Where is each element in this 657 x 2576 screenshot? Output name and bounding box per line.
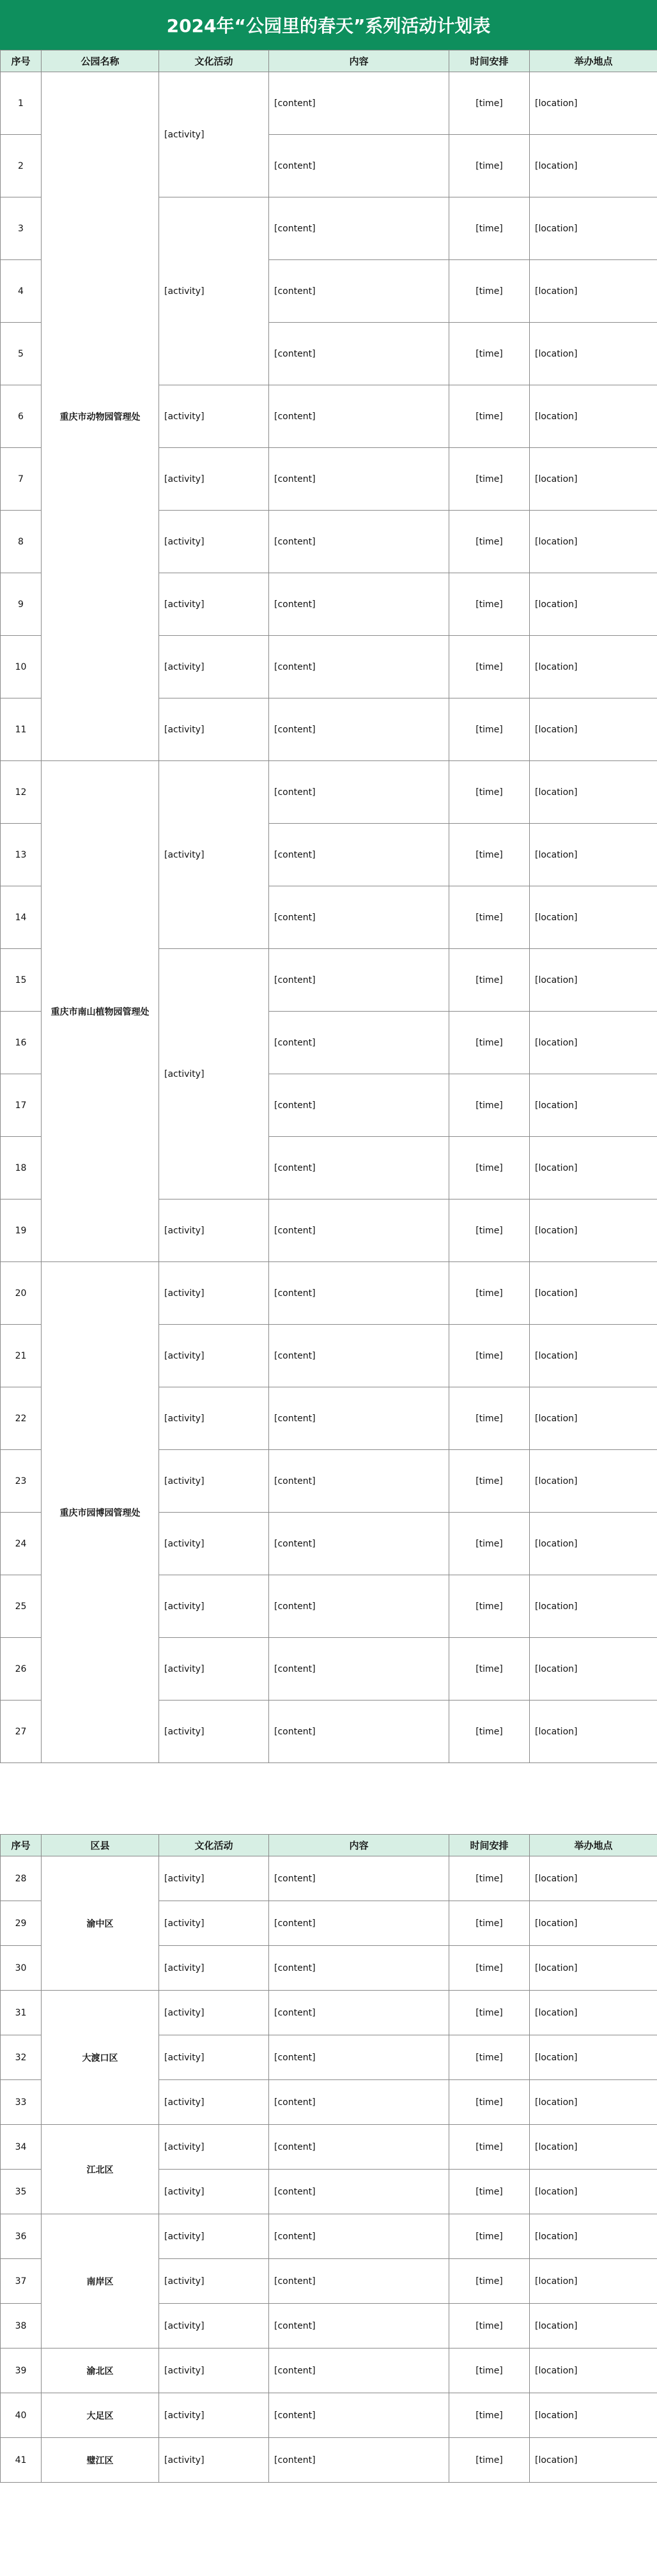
row-index: 29 [1, 1901, 42, 1946]
activity-name: [activity] [159, 2348, 269, 2393]
activity-time: [time] [449, 2080, 530, 2125]
activity-content: [content] [269, 949, 449, 1012]
row-index: 39 [1, 2348, 42, 2393]
activity-location: [location] [530, 260, 657, 323]
activity-content: [content] [269, 448, 449, 511]
activity-time: [time] [449, 260, 530, 323]
activity-location: [location] [530, 1856, 657, 1901]
row-index: 33 [1, 2080, 42, 2125]
activity-time: [time] [449, 1701, 530, 1763]
row-index: 32 [1, 2035, 42, 2080]
row-index: 14 [1, 886, 42, 949]
activity-time: [time] [449, 1901, 530, 1946]
table-row [1, 1262, 657, 1325]
activity-table-districts [0, 1834, 657, 2483]
activity-name: [activity] [159, 573, 269, 636]
activity-content: [content] [269, 1012, 449, 1074]
table-row [1, 1856, 657, 1901]
row-index: 34 [1, 2125, 42, 2170]
activity-time: [time] [449, 385, 530, 448]
activity-name: [activity] [159, 1325, 269, 1387]
row-index: 17 [1, 1074, 42, 1137]
activity-name: [activity] [159, 1450, 269, 1513]
activity-location: [location] [530, 2304, 657, 2348]
activity-name: [activity] [159, 72, 269, 197]
activity-time: [time] [449, 886, 530, 949]
activity-location: [location] [530, 1325, 657, 1387]
activity-content: [content] [269, 886, 449, 949]
activity-name: [activity] [159, 2170, 269, 2214]
row-index: 10 [1, 636, 42, 698]
activity-content: [content] [269, 1513, 449, 1575]
col-header-index: 序号 [1, 1835, 42, 1856]
activity-time: [time] [449, 1575, 530, 1638]
activity-name: [activity] [159, 761, 269, 949]
activity-time: [time] [449, 72, 530, 135]
activity-time: [time] [449, 2170, 530, 2214]
activity-content: [content] [269, 1387, 449, 1450]
activity-location: [location] [530, 2393, 657, 2438]
activity-time: [time] [449, 1513, 530, 1575]
activity-time: [time] [449, 2259, 530, 2304]
col-header-content: 内容 [269, 50, 449, 72]
activity-location: [location] [530, 1513, 657, 1575]
activity-time: [time] [449, 323, 530, 385]
activity-time: [time] [449, 511, 530, 573]
activity-location: [location] [530, 761, 657, 824]
col-header-time: 时间安排 [449, 50, 530, 72]
activity-content: [content] [269, 2259, 449, 2304]
table-header-row [1, 50, 657, 72]
row-index: 3 [1, 197, 42, 260]
table-row [1, 2393, 657, 2438]
activity-location: [location] [530, 824, 657, 886]
activity-location: [location] [530, 1262, 657, 1325]
park-name: 重庆市园博园管理处 [42, 1262, 159, 1763]
activity-content: [content] [269, 1856, 449, 1901]
activity-content: [content] [269, 2304, 449, 2348]
row-index: 30 [1, 1946, 42, 1991]
activity-time: [time] [449, 1325, 530, 1387]
activity-name: [activity] [159, 2214, 269, 2259]
activity-location: [location] [530, 886, 657, 949]
activity-name: [activity] [159, 1262, 269, 1325]
activity-content: [content] [269, 761, 449, 824]
table-header-row [1, 1835, 657, 1856]
row-index: 31 [1, 1991, 42, 2035]
activity-name: [activity] [159, 385, 269, 448]
activity-location: [location] [530, 1638, 657, 1701]
activity-time: [time] [449, 1856, 530, 1901]
col-header-activity: 文化活动 [159, 1835, 269, 1856]
activity-name: [activity] [159, 1901, 269, 1946]
activity-content: [content] [269, 1137, 449, 1199]
activity-time: [time] [449, 1074, 530, 1137]
row-index: 4 [1, 260, 42, 323]
activity-content: [content] [269, 1701, 449, 1763]
activity-location: [location] [530, 1074, 657, 1137]
district-name: 江北区 [42, 2125, 159, 2214]
activity-name: [activity] [159, 197, 269, 385]
activity-time: [time] [449, 1262, 530, 1325]
activity-location: [location] [530, 1575, 657, 1638]
activity-name: [activity] [159, 1575, 269, 1638]
activity-content: [content] [269, 636, 449, 698]
activity-name: [activity] [159, 2125, 269, 2170]
activity-time: [time] [449, 1137, 530, 1199]
activity-location: [location] [530, 2080, 657, 2125]
row-index: 11 [1, 698, 42, 761]
activity-content: [content] [269, 573, 449, 636]
col-header-park: 公园名称 [42, 50, 159, 72]
row-index: 38 [1, 2304, 42, 2348]
activity-location: [location] [530, 2438, 657, 2483]
activity-time: [time] [449, 197, 530, 260]
row-index: 28 [1, 1856, 42, 1901]
activity-location: [location] [530, 698, 657, 761]
row-index: 27 [1, 1701, 42, 1763]
district-name: 大足区 [42, 2393, 159, 2438]
activity-location: [location] [530, 2348, 657, 2393]
row-index: 22 [1, 1387, 42, 1450]
district-name: 大渡口区 [42, 1991, 159, 2125]
activity-location: [location] [530, 135, 657, 197]
activity-time: [time] [449, 448, 530, 511]
activity-content: [content] [269, 323, 449, 385]
activity-name: [activity] [159, 1638, 269, 1701]
activity-time: [time] [449, 1946, 530, 1991]
activity-time: [time] [449, 1638, 530, 1701]
activity-name: [activity] [159, 1513, 269, 1575]
row-index: 36 [1, 2214, 42, 2259]
activity-content: [content] [269, 1575, 449, 1638]
activity-name: [activity] [159, 2035, 269, 2080]
activity-location: [location] [530, 1901, 657, 1946]
activity-name: [activity] [159, 949, 269, 1199]
activity-content: [content] [269, 2348, 449, 2393]
col-header-time: 时间安排 [449, 1835, 530, 1856]
row-index: 7 [1, 448, 42, 511]
activity-content: [content] [269, 2438, 449, 2483]
table-row [1, 1991, 657, 2035]
row-index: 24 [1, 1513, 42, 1575]
page-title: 2024年“公园里的春天”系列活动计划表 [0, 0, 657, 51]
activity-location: [location] [530, 636, 657, 698]
activity-content: [content] [269, 2170, 449, 2214]
activity-content: [content] [269, 1991, 449, 2035]
park-name: 重庆市动物园管理处 [42, 72, 159, 761]
activity-content: [content] [269, 260, 449, 323]
district-name: 璧江区 [42, 2438, 159, 2483]
activity-name: [activity] [159, 1701, 269, 1763]
activity-content: [content] [269, 2214, 449, 2259]
row-index: 25 [1, 1575, 42, 1638]
activity-content: [content] [269, 1074, 449, 1137]
activity-location: [location] [530, 1946, 657, 1991]
activity-content: [content] [269, 1325, 449, 1387]
activity-content: [content] [269, 1199, 449, 1262]
row-index: 13 [1, 824, 42, 886]
activity-location: [location] [530, 2170, 657, 2214]
activity-time: [time] [449, 824, 530, 886]
activity-content: [content] [269, 2393, 449, 2438]
activity-location: [location] [530, 1991, 657, 2035]
activity-location: [location] [530, 323, 657, 385]
row-index: 5 [1, 323, 42, 385]
activity-name: [activity] [159, 636, 269, 698]
activity-content: [content] [269, 1946, 449, 1991]
row-index: 8 [1, 511, 42, 573]
row-index: 9 [1, 573, 42, 636]
activity-location: [location] [530, 1137, 657, 1199]
activity-location: [location] [530, 1387, 657, 1450]
activity-name: [activity] [159, 448, 269, 511]
activity-time: [time] [449, 2304, 530, 2348]
col-header-activity: 文化活动 [159, 50, 269, 72]
activity-time: [time] [449, 1199, 530, 1262]
activity-name: [activity] [159, 1946, 269, 1991]
activity-table-parks [0, 50, 657, 1763]
activity-name: [activity] [159, 1856, 269, 1901]
col-header-district: 区县 [42, 1835, 159, 1856]
activity-location: [location] [530, 197, 657, 260]
park-name: 重庆市南山植物园管理处 [42, 761, 159, 1262]
activity-content: [content] [269, 72, 449, 135]
row-index: 19 [1, 1199, 42, 1262]
activity-content: [content] [269, 197, 449, 260]
table-row [1, 761, 657, 824]
activity-time: [time] [449, 2214, 530, 2259]
row-index: 40 [1, 2393, 42, 2438]
activity-location: [location] [530, 448, 657, 511]
activity-location: [location] [530, 385, 657, 448]
activity-time: [time] [449, 1450, 530, 1513]
table-row [1, 2214, 657, 2259]
activity-time: [time] [449, 1012, 530, 1074]
activity-name: [activity] [159, 2259, 269, 2304]
activity-location: [location] [530, 72, 657, 135]
col-header-index: 序号 [1, 50, 42, 72]
table-row [1, 2125, 657, 2170]
activity-time: [time] [449, 1387, 530, 1450]
row-index: 41 [1, 2438, 42, 2483]
district-name: 渝北区 [42, 2348, 159, 2393]
activity-time: [time] [449, 2393, 530, 2438]
activity-content: [content] [269, 511, 449, 573]
row-index: 1 [1, 72, 42, 135]
activity-location: [location] [530, 949, 657, 1012]
activity-content: [content] [269, 385, 449, 448]
activity-time: [time] [449, 573, 530, 636]
col-header-location: 举办地点 [530, 50, 657, 72]
row-index: 37 [1, 2259, 42, 2304]
activity-name: [activity] [159, 2080, 269, 2125]
row-index: 2 [1, 135, 42, 197]
activity-content: [content] [269, 135, 449, 197]
table-row [1, 2438, 657, 2483]
activity-name: [activity] [159, 511, 269, 573]
activity-time: [time] [449, 949, 530, 1012]
activity-name: [activity] [159, 2393, 269, 2438]
activity-name: [activity] [159, 2438, 269, 2483]
district-name: 南岸区 [42, 2214, 159, 2348]
activity-location: [location] [530, 573, 657, 636]
table-row [1, 72, 657, 135]
activity-location: [location] [530, 511, 657, 573]
activity-location: [location] [530, 1199, 657, 1262]
activity-time: [time] [449, 2348, 530, 2393]
activity-name: [activity] [159, 1199, 269, 1262]
activity-time: [time] [449, 761, 530, 824]
district-name: 渝中区 [42, 1856, 159, 1991]
activity-content: [content] [269, 1262, 449, 1325]
activity-time: [time] [449, 1991, 530, 2035]
row-index: 26 [1, 1638, 42, 1701]
activity-time: [time] [449, 636, 530, 698]
activity-time: [time] [449, 135, 530, 197]
activity-content: [content] [269, 2035, 449, 2080]
row-index: 6 [1, 385, 42, 448]
row-index: 18 [1, 1137, 42, 1199]
activity-content: [content] [269, 824, 449, 886]
activity-content: [content] [269, 698, 449, 761]
row-index: 21 [1, 1325, 42, 1387]
activity-time: [time] [449, 2125, 530, 2170]
activity-name: [activity] [159, 2304, 269, 2348]
activity-time: [time] [449, 2035, 530, 2080]
table-row [1, 2348, 657, 2393]
row-index: 12 [1, 761, 42, 824]
row-index: 15 [1, 949, 42, 1012]
activity-content: [content] [269, 2125, 449, 2170]
activity-time: [time] [449, 698, 530, 761]
col-header-content: 内容 [269, 1835, 449, 1856]
row-index: 35 [1, 2170, 42, 2214]
activity-location: [location] [530, 2125, 657, 2170]
activity-location: [location] [530, 1701, 657, 1763]
activity-name: [activity] [159, 1387, 269, 1450]
col-header-location: 举办地点 [530, 1835, 657, 1856]
activity-location: [location] [530, 1012, 657, 1074]
activity-location: [location] [530, 1450, 657, 1513]
activity-name: [activity] [159, 698, 269, 761]
activity-content: [content] [269, 1901, 449, 1946]
row-index: 20 [1, 1262, 42, 1325]
activity-time: [time] [449, 2438, 530, 2483]
activity-content: [content] [269, 2080, 449, 2125]
row-index: 23 [1, 1450, 42, 1513]
row-index: 16 [1, 1012, 42, 1074]
activity-location: [location] [530, 2214, 657, 2259]
activity-content: [content] [269, 1638, 449, 1701]
activity-name: [activity] [159, 1991, 269, 2035]
activity-location: [location] [530, 2035, 657, 2080]
activity-content: [content] [269, 1450, 449, 1513]
activity-location: [location] [530, 2259, 657, 2304]
